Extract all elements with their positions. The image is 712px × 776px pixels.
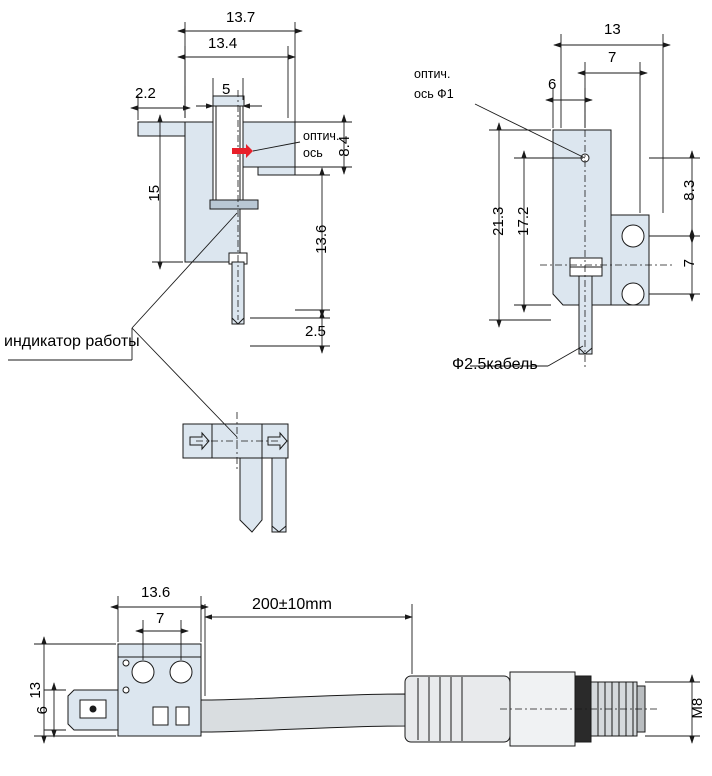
dim-label-21-3: 21.3 <box>489 206 507 236</box>
dim-label-8-4: 8.4 <box>335 135 353 157</box>
dim-label-200: 200±10mm <box>252 596 332 613</box>
dim-label-m8: M8 <box>688 697 706 719</box>
dim-label-15: 15 <box>145 184 163 202</box>
dim-label-6b: 6 <box>33 706 51 715</box>
dim-label-13-4: 13.4 <box>208 35 238 52</box>
dim-label-7-top: 7 <box>608 49 617 66</box>
dim-label-5: 5 <box>222 81 231 98</box>
dim-label-17-2: 17.2 <box>514 206 532 236</box>
dim-label-7-right: 7 <box>680 259 698 268</box>
dim-label-2-5: 2.5 <box>305 323 326 340</box>
dim-label-6: 6 <box>548 76 557 93</box>
work-indicator-label: индикатор работы <box>4 333 140 350</box>
front-optic-axis-label-line2: ось <box>303 146 323 160</box>
cable-assembly-geometry <box>68 644 660 746</box>
front-optic-axis-label-line1: оптич. <box>303 129 340 143</box>
side-optic-axis-label-line1: оптич. <box>414 67 451 81</box>
dim-label-13-6: 13.6 <box>312 224 330 254</box>
dim-label-13-7: 13.7 <box>226 9 256 26</box>
dim-label-13: 13 <box>604 21 621 38</box>
dim-label-13b: 13 <box>26 681 44 699</box>
top-view-geometry <box>183 412 288 532</box>
dim-label-8-3: 8.3 <box>680 179 698 201</box>
dim-label-2-2: 2.2 <box>135 85 156 102</box>
side-optic-axis-label-line2: ось Ф1 <box>414 87 454 101</box>
dim-label-7b: 7 <box>156 610 165 627</box>
dim-label-13-6b: 13.6 <box>141 584 171 601</box>
side-view-geometry <box>540 100 672 370</box>
cable-callout-label: Ф2.5кабель <box>452 356 538 373</box>
